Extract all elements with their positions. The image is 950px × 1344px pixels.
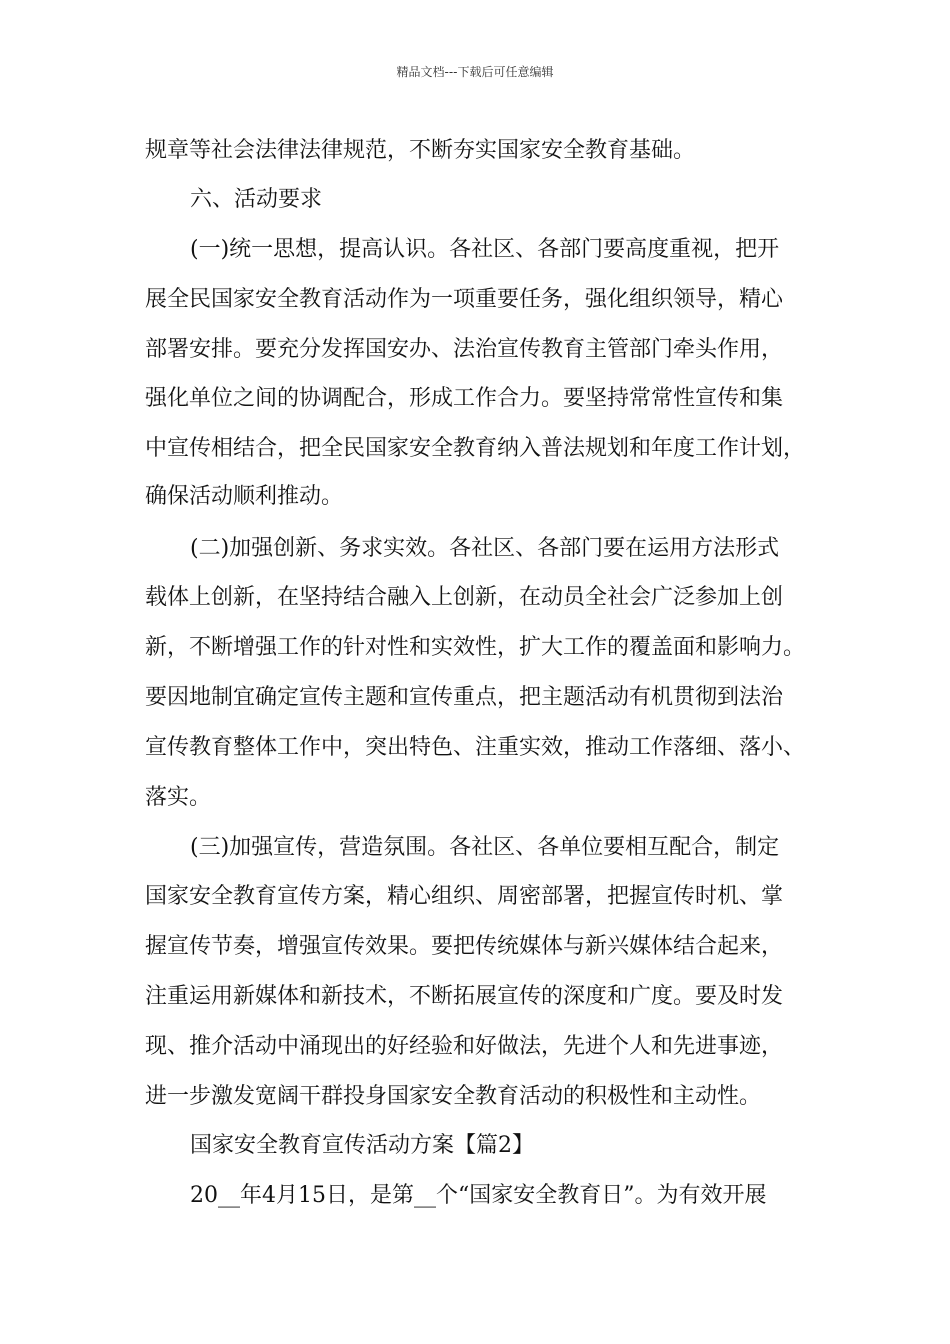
section-heading: 六、活动要求: [190, 187, 323, 212]
text-line: 国家安全教育宣传方案，精心组织、周密部署，把握宣传时机、掌: [145, 884, 784, 909]
text-line: (一)统一思想，提高认识。各社区、各部门要高度重视，把开: [190, 237, 780, 262]
section-title: 国家安全教育宣传活动方案【篇2】: [190, 1133, 534, 1158]
text-line: 宣传教育整体工作中，突出特色、注重实效，推动工作落细、落小、: [145, 735, 806, 760]
text-line: 进一步激发宽阔干群投身国家安全教育活动的积极性和主动性。: [145, 1084, 762, 1109]
text-line: 确保活动顺利推动。: [145, 484, 344, 509]
text-line: 现、推介活动中涌现出的好经验和好做法，先进个人和先进事迹，: [145, 1034, 784, 1059]
text-line: 要因地制宜确定宣传主题和宣传重点，把主题活动有机贯彻到法治: [145, 685, 784, 710]
text-line: 载体上创新，在坚持结合融入上创新，在动员全社会广泛参加上创: [145, 585, 784, 610]
text-line: 部署安排。要充分发挥国安办、法治宣传教育主管部门牵头作用，: [145, 337, 784, 362]
text-line: (三)加强宣传，营造氛围。各社区、各单位要相互配合，制定: [190, 835, 780, 860]
text-line: 落实。: [145, 785, 212, 810]
text-line: 展全民国家安全教育活动作为一项重要任务，强化组织领导，精心: [145, 287, 784, 312]
text-line: 新，不断增强工作的针对性和实效性，扩大工作的覆盖面和影响力。: [145, 635, 806, 660]
text-line: 注重运用新媒体和新技术，不断拓展宣传的深度和广度。要及时发: [145, 984, 784, 1009]
text-line: 握宣传节奏，增强宣传效果。要把传统媒体与新兴媒体结合起来，: [145, 934, 784, 959]
text-line: 规章等社会法律法律规范，不断夯实国家安全教育基础。: [145, 138, 696, 163]
text-line: 强化单位之间的协调配合，形成工作合力。要坚持常常性宣传和集: [145, 386, 784, 411]
text-line: 20__年4月15日，是第__个“国家安全教育日”。为有效开展: [190, 1183, 767, 1208]
page-header: 精品文档---下载后可任意编辑: [396, 65, 554, 79]
text-line: 中宣传相结合，把全民国家安全教育纳入普法规划和年度工作计划，: [145, 436, 806, 461]
text-line: (二)加强创新、务求实效。各社区、各部门要在运用方法形式: [190, 536, 780, 561]
